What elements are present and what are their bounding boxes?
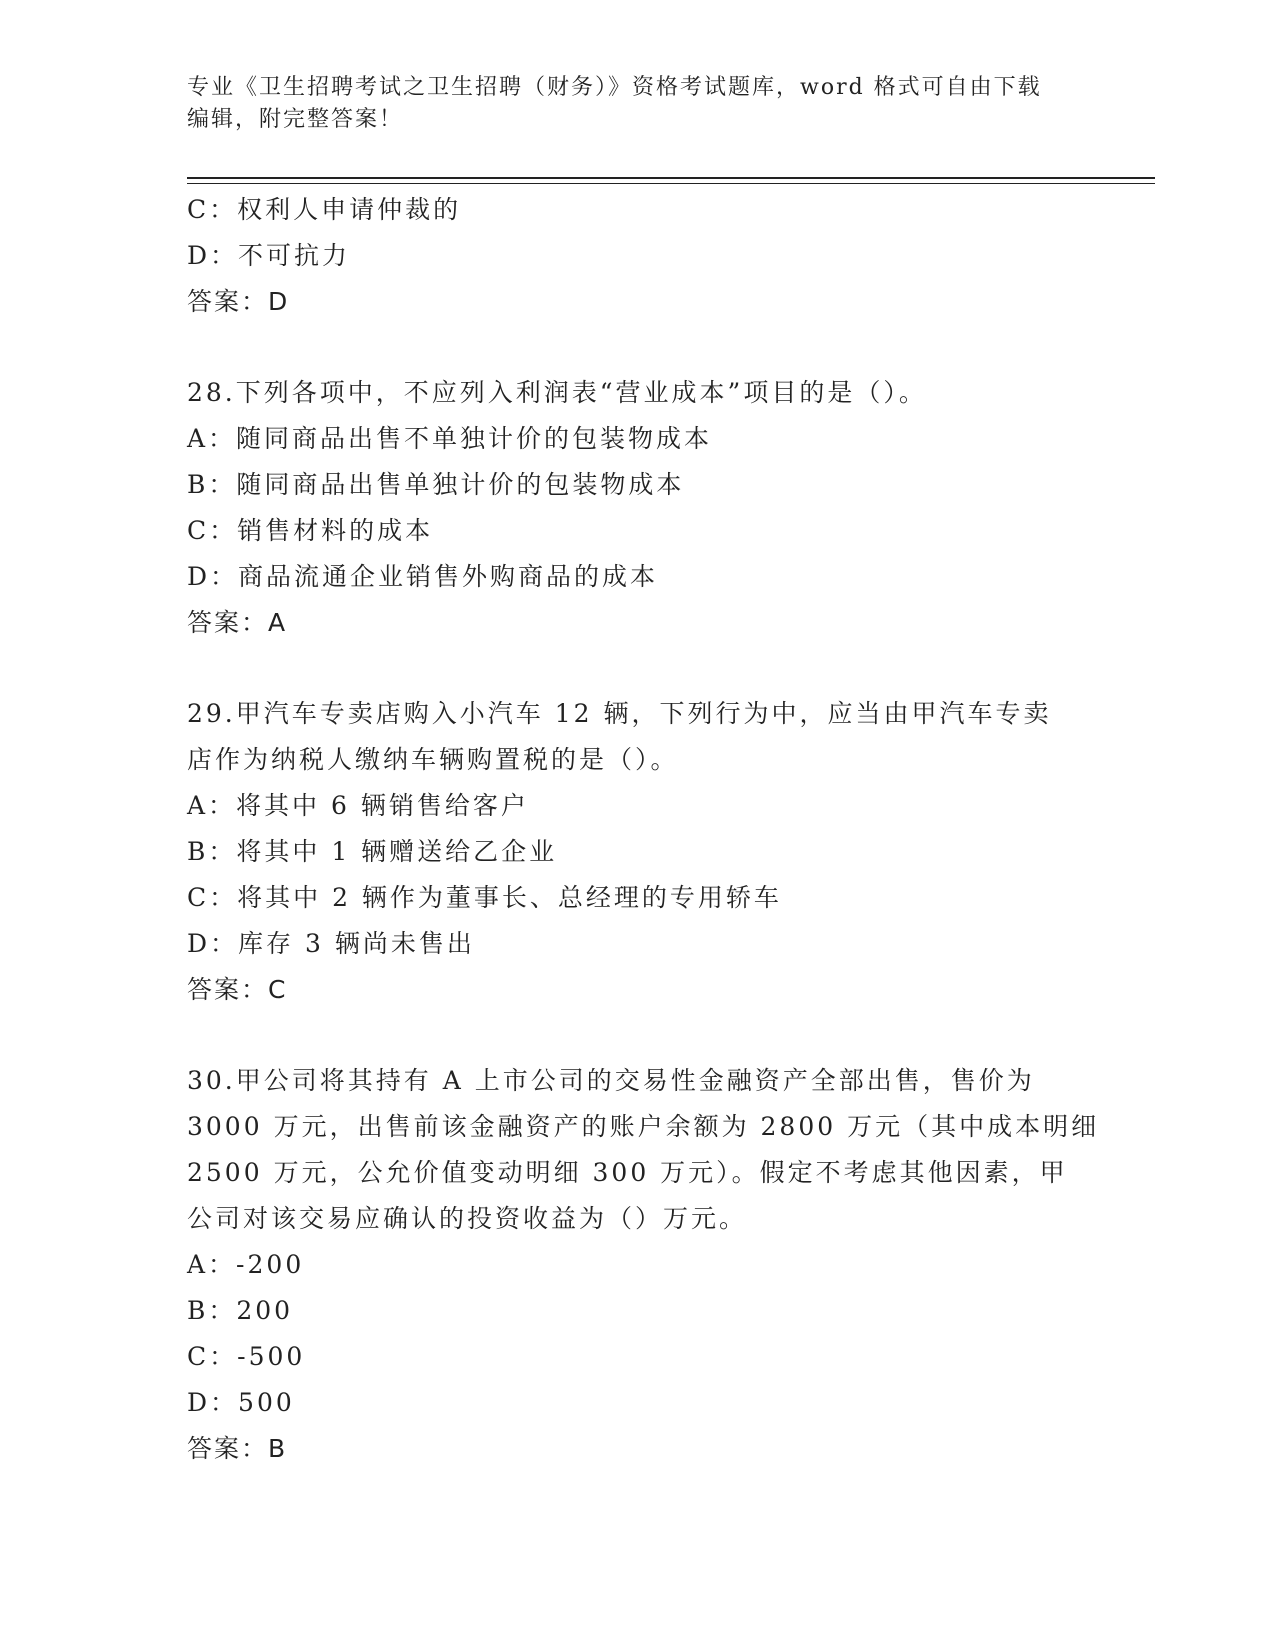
question-stem-line-2: 店作为纳税人缴纳车辆购置税的是（）。 xyxy=(187,745,679,774)
option-c: C：-500 xyxy=(187,1342,306,1371)
question-27-tail xyxy=(187,187,1087,325)
answer-line: 答案：D xyxy=(187,287,290,316)
answer-line: 答案：B xyxy=(187,1434,288,1463)
question-stem-line-1: 30.甲公司将其持有 A 上市公司的交易性金融资产全部出售，售价为 xyxy=(187,1066,1035,1095)
header-line-2: 编辑，附完整答案！ xyxy=(187,107,404,132)
option-b: B：200 xyxy=(187,1296,294,1325)
option-a: A：随同商品出售不单独计价的包装物成本 xyxy=(187,424,713,453)
option-a: A：将其中 6 辆销售给客户 xyxy=(187,791,529,820)
option-d: D：商品流通企业销售外购商品的成本 xyxy=(187,562,659,591)
question-29 xyxy=(187,691,1087,1013)
question-30 xyxy=(187,1058,1100,1472)
option-b: B：将其中 1 辆赠送给乙企业 xyxy=(187,837,558,866)
question-28 xyxy=(187,370,1087,646)
question-list xyxy=(187,187,1100,1472)
answer-line: 答案：C xyxy=(187,975,288,1004)
question-stem-line-3: 2500 万元，公允价值变动明细 300 万元）。假定不考虑其他因素，甲 xyxy=(187,1158,1068,1187)
header-divider-thin xyxy=(187,183,1155,184)
option-d: D：500 xyxy=(187,1388,295,1417)
question-stem-line-1: 29.甲汽车专卖店购入小汽车 12 辆，下列行为中，应当由甲汽车专卖 xyxy=(187,699,1052,728)
option-d: D：库存 3 辆尚未售出 xyxy=(187,929,475,958)
question-stem-line-2: 3000 万元，出售前该金融资产的账户余额为 2800 万元（其中成本明细 xyxy=(187,1112,1100,1141)
option-c: C：销售材料的成本 xyxy=(187,516,434,545)
option-b: B：随同商品出售单独计价的包装物成本 xyxy=(187,470,685,499)
document-header xyxy=(187,72,1087,136)
question-stem: 28.下列各项中，不应列入利润表“营业成本”项目的是（）。 xyxy=(187,378,927,407)
question-stem-line-4: 公司对该交易应确认的投资收益为（）万元。 xyxy=(187,1204,748,1233)
option-a: A：-200 xyxy=(187,1250,305,1279)
option-d: D：不可抗力 xyxy=(187,241,351,270)
header-divider-thick xyxy=(187,177,1155,179)
option-c: C：权利人申请仲裁的 xyxy=(187,195,462,224)
option-c: C：将其中 2 辆作为董事长、总经理的专用轿车 xyxy=(187,883,782,912)
header-line-1: 专业《卫生招聘考试之卫生招聘（财务）》资格考试题库，word 格式可自由下载 xyxy=(187,75,1042,100)
answer-line: 答案：A xyxy=(187,608,288,637)
